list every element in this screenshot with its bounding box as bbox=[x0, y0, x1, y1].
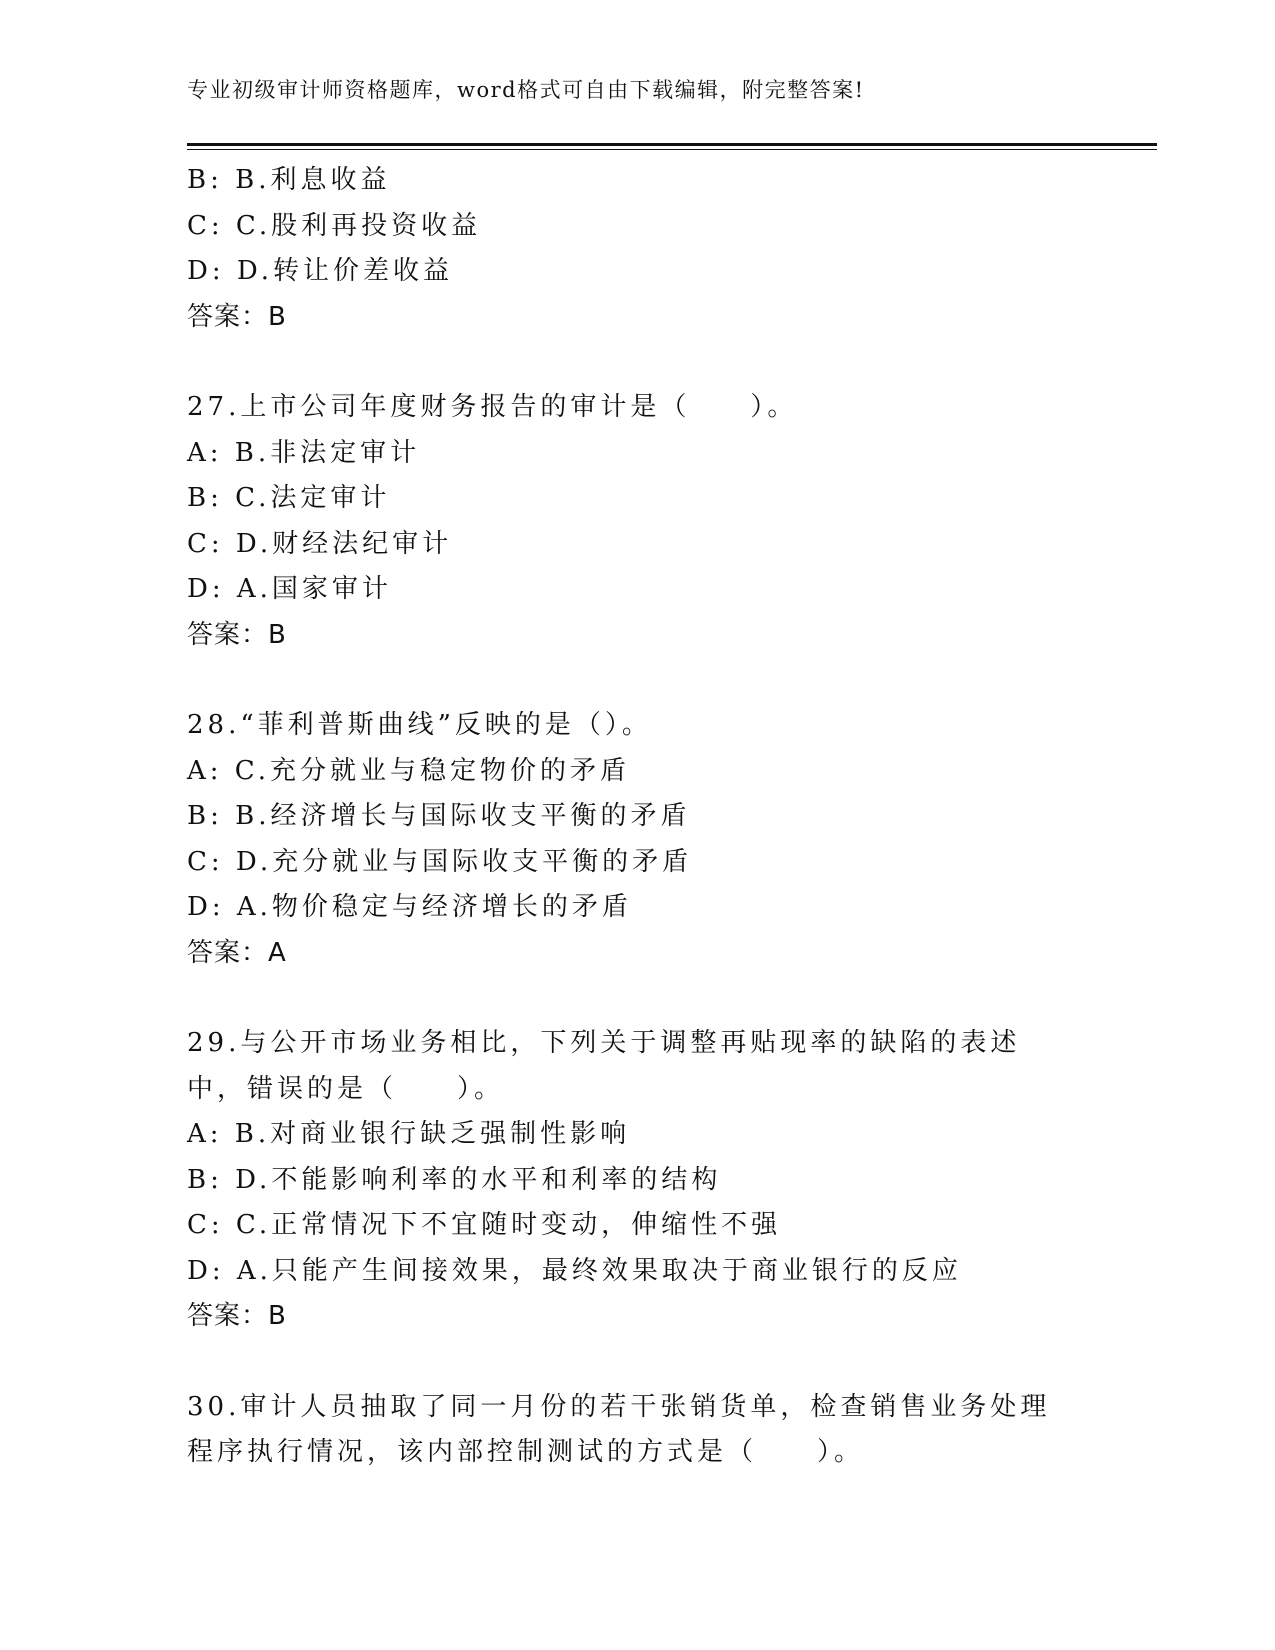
option-line: B: B.利息收益 bbox=[187, 165, 391, 195]
question-30 bbox=[187, 1385, 1087, 1476]
option-line: B: C.法定审计 bbox=[187, 483, 391, 513]
answer-line bbox=[187, 295, 1087, 341]
question-stem: 29.与公开市场业务相比，下列关于调整再贴现率的缺陷的表述中，错误的是（ ）。 bbox=[187, 1028, 1021, 1104]
answer-value: B bbox=[268, 301, 287, 332]
question-27 bbox=[187, 385, 1087, 658]
page-header: 专业初级审计师资格题库，word格式可自由下载编辑，附完整答案! bbox=[187, 78, 865, 102]
question-stem: 28.“菲利普斯曲线”反映的是（）。 bbox=[187, 710, 652, 740]
option-line: C: D.充分就业与国际收支平衡的矛盾 bbox=[187, 846, 693, 877]
option-line: D: D.转让价差收益 bbox=[187, 256, 454, 286]
option-line: A: C.充分就业与稳定物价的矛盾 bbox=[187, 755, 631, 786]
option-line: C: C.正常情况下不宜随时变动，伸缩性不强 bbox=[187, 1210, 782, 1240]
header-rule-thick bbox=[187, 143, 1157, 146]
option-line: C: C.股利再投资收益 bbox=[187, 210, 482, 241]
answer-label: 答案： bbox=[187, 1301, 269, 1331]
answer-label: 答案： bbox=[187, 937, 269, 968]
answer-value: B bbox=[268, 619, 287, 650]
question-content bbox=[187, 158, 1087, 1476]
option-line: A: B.对商业银行缺乏强制性影响 bbox=[187, 1119, 631, 1149]
option-line: B: B.经济增长与国际收支平衡的矛盾 bbox=[187, 801, 691, 831]
question-29 bbox=[187, 1021, 1087, 1340]
header-rule-thin bbox=[187, 149, 1157, 150]
option-line: B: D.不能影响利率的水平和利率的结构 bbox=[187, 1164, 722, 1195]
answer-value: A bbox=[268, 937, 287, 968]
question-stem: 27.上市公司年度财务报告的审计是（ ）。 bbox=[187, 392, 798, 422]
answer-label: 答案： bbox=[187, 301, 269, 332]
option-line: D: A.国家审计 bbox=[187, 574, 392, 604]
option-line: C: D.财经法纪审计 bbox=[187, 528, 453, 559]
answer-line bbox=[187, 613, 1087, 659]
answer-line bbox=[187, 1294, 1087, 1340]
question-28 bbox=[187, 703, 1087, 976]
answer-label: 答案： bbox=[187, 619, 269, 650]
answer-value: B bbox=[268, 1301, 287, 1331]
question-stem: 30.审计人员抽取了同一月份的若干张销货单，检查销售业务处理程序执行情况，该内部控制测试的方式是（ ）。 bbox=[187, 1391, 1051, 1467]
question-26-fragment bbox=[187, 158, 1087, 340]
answer-line bbox=[187, 931, 1087, 977]
option-line: D: A.物价稳定与经济增长的矛盾 bbox=[187, 892, 632, 922]
option-line: A: B.非法定审计 bbox=[187, 437, 421, 468]
option-line: D: A.只能产生间接效果，最终效果取决于商业银行的反应 bbox=[187, 1255, 962, 1286]
